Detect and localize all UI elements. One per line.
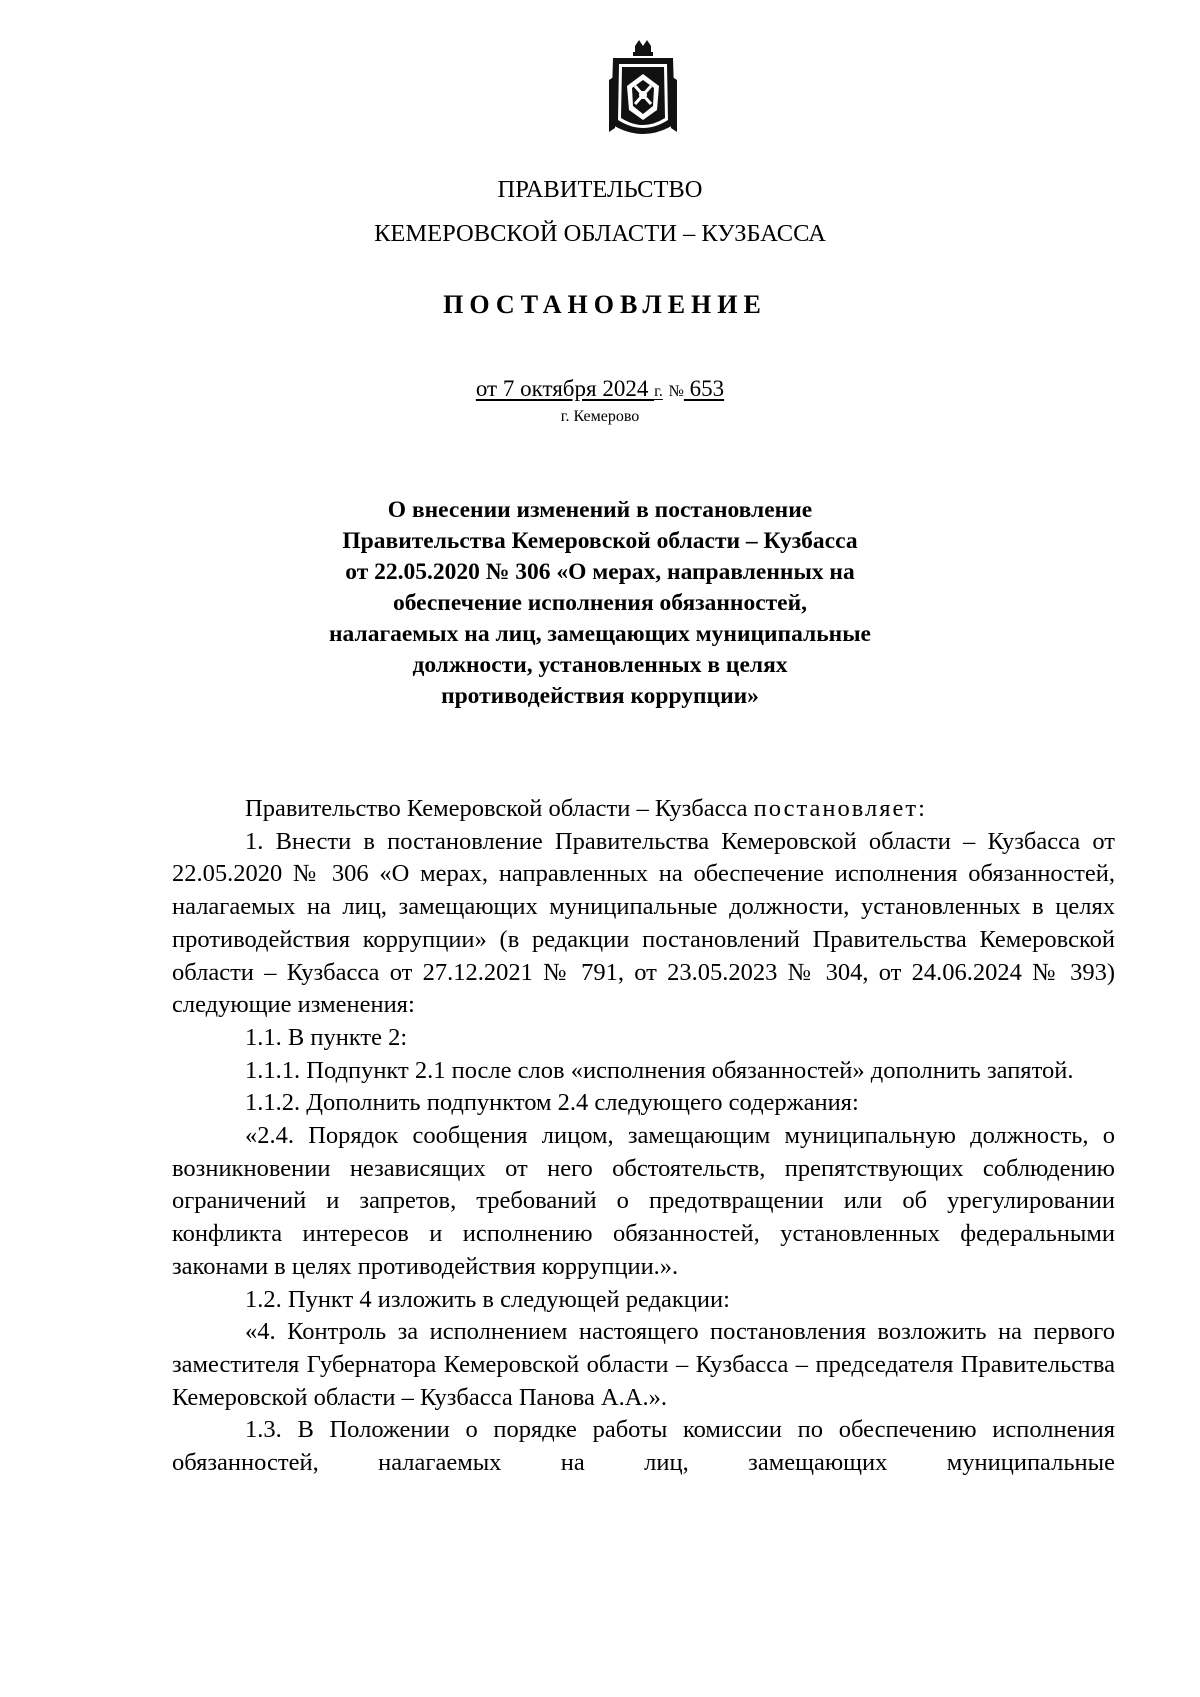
city-name: г. Кемерово (560, 408, 640, 425)
intro-text: Правительство Кемеровской области – Кузбасса (245, 795, 754, 822)
title-line: налагаемых на лиц, замещающих муниципальные (329, 621, 871, 647)
year-suffix: г. (654, 383, 663, 400)
paragraph-1-1-1: 1.1.1. Подпункт 2.1 после слов «исполнения обязанностей» дополнить запятой. (245, 1056, 1074, 1084)
document-type-heading: ПОСТАНОВЛЕНИЕ (443, 290, 767, 319)
paragraph-1-1-2: 1.1.2. Дополнить подпунктом 2.4 следующего содержания: (245, 1089, 859, 1117)
paragraph-1-2: 1.2. Пункт 4 изложить в следующей редакции: (245, 1285, 730, 1313)
decree-date-number (0, 376, 1200, 402)
intro-paragraph (172, 793, 1115, 826)
decree-title (250, 495, 950, 712)
paragraph-2-4: «2.4. Порядок сообщения лицом, замещающим муниципальную должность, о возникновении независящих от него обстоятельств, препятствующих соблюдению ограничений и запретов, требований о предотвращении или об урегулировании конфликта интересов и исполнению обязанностей, установленных федеральными законами в целях противодействия коррупции.». (172, 1122, 1115, 1280)
decree-number: 653 (683, 376, 725, 401)
title-line: от 22.05.2020 № 306 «О мерах, направленных на (345, 559, 855, 585)
decree-date: от 7 октября 2024 (475, 376, 655, 401)
government-name-line2: КЕМЕРОВСКОЙ ОБЛАСТИ – КУЗБАССА (374, 220, 826, 247)
intro-emphasis: постановляет: (753, 795, 927, 822)
kemerovo-coat-of-arms-icon (605, 40, 681, 144)
paragraph-1: 1. Внести в постановление Правительства Кемеровской области – Кузбасса от 22.05.2020 № 306 «О мерах, направленных на обеспечение исполнения обязанностей, налагаемых на лиц, замещающих муниципальные должности, установленных в целях противодействия коррупции» (в редакции постановлений Правительства Кемеровской области – Кузбасса от 27.12.2021 № 791, от 23.05.2023 № 304, от 24.06.2024 № 393) следующие изменения: (172, 827, 1115, 1019)
paragraph-4: «4. Контроль за исполнением настоящего постановления возложить на первого заместителя Губернатора Кемеровской области – Кузбасса – председателя Правительства Кемеровской области – Кузбасса Панова А.А.». (172, 1318, 1115, 1411)
title-line: обеспечение исполнения обязанностей, (392, 590, 808, 616)
title-line: должности, установленных в целях (412, 652, 788, 678)
title-line: Правительства Кемеровской области – Кузбасса (342, 528, 858, 554)
paragraph-1-1: 1.1. В пункте 2: (245, 1023, 408, 1051)
government-name-line1: ПРАВИТЕЛЬСТВО (497, 176, 703, 203)
title-line: противодействия коррупции» (441, 683, 759, 709)
paragraph-1-3: 1.3. В Положении о порядке работы комиссии по обеспечению исполнения обязанностей, налагаемых на лиц, замещающих муниципальные (172, 1416, 1115, 1477)
number-label: № (668, 383, 684, 400)
decree-body (172, 793, 1115, 1480)
title-line: О внесении изменений в постановление (387, 497, 813, 523)
